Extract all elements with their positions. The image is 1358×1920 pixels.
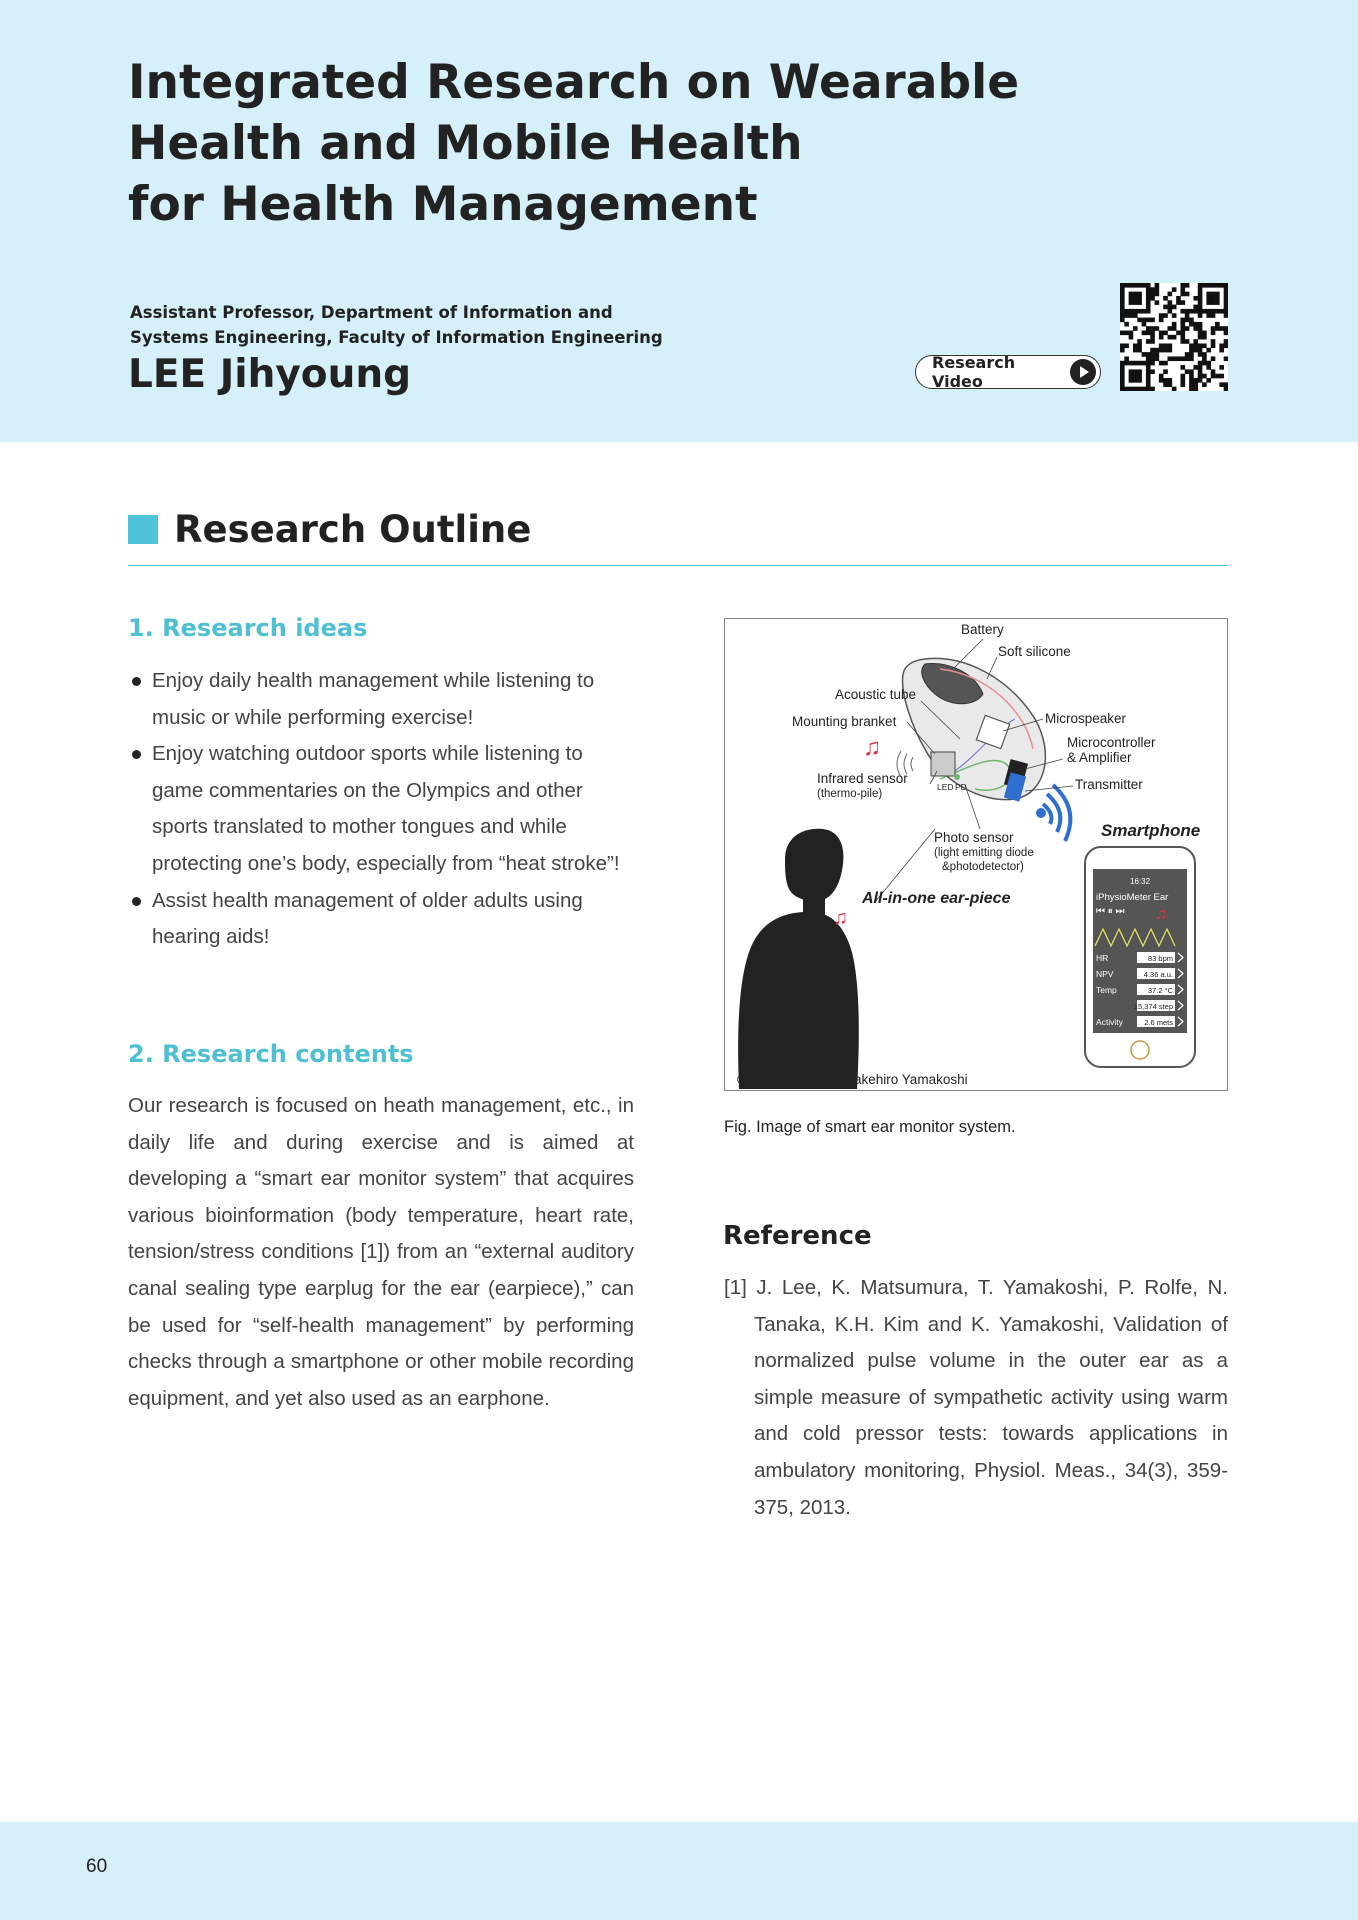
person-silhouette [738,829,859,1089]
led-label: LED [937,782,954,792]
research-ideas-list [128,663,634,956]
figure [724,618,1228,1091]
figure-caption: Fig. Image of smart ear monitor system. [724,1118,1016,1136]
photo-sensor-sub-label: (light emitting diode [934,847,1034,859]
phone-controls: ⏮ ⏸ ⏭ [1096,906,1125,917]
battery-label: Battery [961,622,1004,637]
music-note-icon: ♫ [1155,906,1167,923]
list-item: Enjoy watching outdoor sports while listening to game commentaries on the Olympics and other sports translated to mother tongues and while protecting one’s body, especially from “heat stroke”! [128,736,634,882]
phone-readout-value: 4.36 a.u. [1143,970,1173,979]
amplifier-label: & Amplifier [1067,750,1132,765]
phone-readout-value: 83 bpm [1147,954,1173,963]
mounting-bracket-shape [931,752,955,776]
reference-text: [1] J. Lee, K. Matsumura, T. Yamakoshi, P. Rolfe, N. Tanaka, K.H. Kim and K. Yamakoshi, Validation of normalized pulse volume in the outer ear as a simple measure of sympathetic activity using warm and cold pressor tests: towards applications in ambulatory monitoring, Physiol. Meas., 34(3), 359-375, 2013. [724,1276,1228,1519]
music-note-icon: ♫ [863,734,881,761]
research-contents-text: Our research is focused on heath management, etc., in daily life and during exercise and is aimed at developing a “smart ear monitor system” that acquires various bioinformation (body temperature, heart rate, tension/stress conditions [1]) from an “external auditory canal sealing type earplug for the ear (earpiece),” can be used for “self-health management” by performing checks through a smartphone or other mobile recording equipment, and yet also used as an earphone. [128,1094,634,1410]
reference-heading: Reference [723,1221,872,1251]
qr-code-icon[interactable] [1120,283,1228,391]
wireless-signal-icon [1043,785,1070,841]
qr-code-graphic [1120,283,1228,391]
photo-sensor-sub-label: &photodetector) [942,861,1024,873]
microspeaker-label: Microspeaker [1045,711,1127,726]
led-dot [954,774,960,780]
all-in-one-label: All-in-one ear-piece [862,890,1011,907]
research-contents-heading: 2. Research contents [128,1040,414,1068]
section-title: Research Outline [174,508,532,551]
research-video-button[interactable] [915,355,1101,389]
phone-readout-value: 15,374 step [1133,1002,1173,1011]
author-affiliation [130,300,730,350]
transmitter-label: Transmitter [1075,777,1143,792]
phone-readout-label: Activity [1096,1017,1123,1027]
acoustic-tube-label: Acoustic tube [835,687,917,702]
affiliation-line: Assistant Professor, Department of Information and [130,303,613,322]
phone-app-name: iPhysioMeter Ear [1096,892,1169,903]
soft-silicone-label: Soft silicone [998,644,1071,659]
section-marker [128,515,158,544]
smartphone-illustration [1085,847,1195,1067]
title-line: Health and Mobile Health [128,116,803,171]
title-line: for Health Management [128,177,758,232]
author-name: LEE Jihyoung [128,352,412,397]
section-header [128,505,1228,566]
phone-time: 16:32 [1130,877,1151,886]
smartphone-label: Smartphone [1101,821,1201,840]
research-ideas-heading: 1. Research ideas [128,614,368,642]
title-line: Integrated Research on Wearable [128,55,1020,110]
list-item: Assist health management of older adults using hearing aids! [128,883,634,956]
pd-label: PD [955,782,967,792]
phone-readout-label: HR [1096,953,1109,963]
photo-sensor-label: Photo sensor [934,830,1014,845]
affiliation-line: Systems Engineering, Faculty of Information Engineering [130,328,663,347]
play-icon [1070,359,1096,385]
phone-readout-value: 37.2 °C [1147,986,1173,995]
phone-readout-label: Temp [1096,985,1117,995]
list-item: Enjoy daily health management while listening to music or while performing exercise! [128,663,634,736]
microcontroller-label: Microcontroller [1067,735,1156,750]
thermo-pile-label: (thermo-pile) [817,788,883,800]
phone-readout-value: 2.6 mets [1144,1018,1173,1027]
mounting-branket-label: Mounting branket [792,714,897,729]
music-note-icon: ♫ [833,907,848,929]
phone-readout-label: NPV [1096,969,1114,979]
copyright-label: © Jihyoung Lee & Takehiro Yamakoshi [737,1072,968,1087]
smart-ear-monitor-illustration [725,619,1227,1090]
page-number: 60 [86,1856,108,1877]
research-video-label: Research Video [932,353,1016,391]
page-title [128,52,1028,235]
footer-band [0,1822,1358,1920]
infrared-sensor-label: Infrared sensor [817,771,908,786]
